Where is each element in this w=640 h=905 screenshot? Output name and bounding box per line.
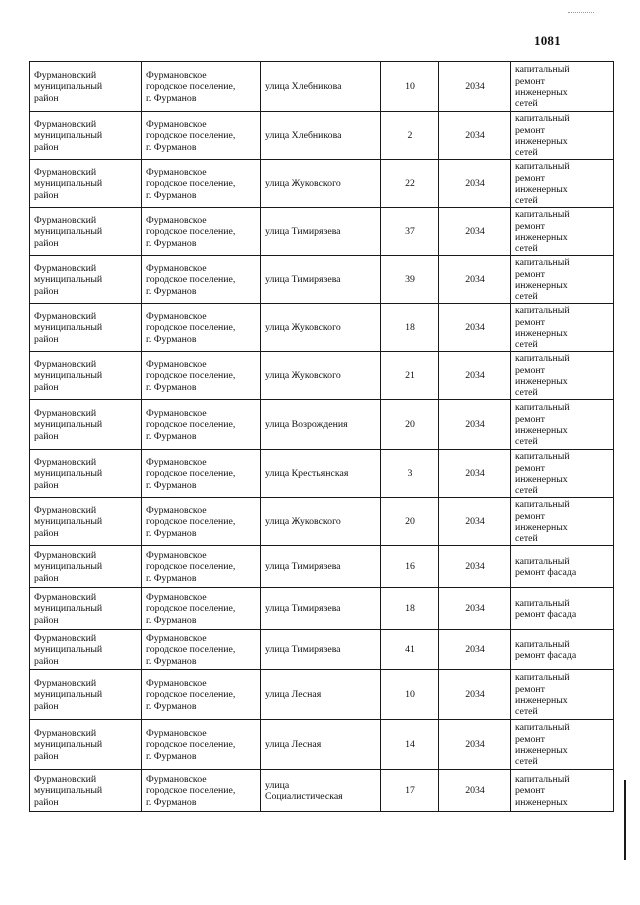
work-type-cell: капитальный ремонт инженерных сетей [511,400,614,450]
district-cell: Фурмановский муниципальный район [30,450,142,498]
district-cell: Фурмановский муниципальный район [30,112,142,160]
settlement-cell: Фурмановское городское поселение, г. Фурманов [142,546,261,588]
district-cell: Фурмановский муниципальный район [30,770,142,812]
table-row [30,630,614,670]
street-cell: улица Жуковского [261,304,381,352]
year-cell: 2034 [439,588,511,630]
street-cell: улица Тимирязева [261,588,381,630]
work-type-cell: капитальный ремонт инженерных сетей [511,670,614,720]
scan-mark [568,12,594,14]
settlement-cell: Фурмановское городское поселение, г. Фурманов [142,720,261,770]
work-type-cell: капитальный ремонт инженерных сетей [511,720,614,770]
housing-repair-table [29,61,614,812]
district-cell: Фурмановский муниципальный район [30,630,142,670]
work-type-cell: капитальный ремонт инженерных [511,770,614,812]
table-row [30,400,614,450]
work-type-cell: капитальный ремонт инженерных сетей [511,62,614,112]
work-type-cell: капитальный ремонт фасада [511,546,614,588]
district-cell: Фурмановский муниципальный район [30,256,142,304]
house-number-cell: 37 [381,208,439,256]
district-cell: Фурмановский муниципальный район [30,304,142,352]
district-cell: Фурмановский муниципальный район [30,400,142,450]
house-number-cell: 41 [381,630,439,670]
table-row [30,160,614,208]
work-type-cell: капитальный ремонт инженерных сетей [511,208,614,256]
work-type-cell: капитальный ремонт инженерных сетей [511,256,614,304]
year-cell: 2034 [439,450,511,498]
work-type-cell: капитальный ремонт инженерных сетей [511,450,614,498]
street-cell: улица Лесная [261,720,381,770]
house-number-cell: 22 [381,160,439,208]
year-cell: 2034 [439,630,511,670]
settlement-cell: Фурмановское городское поселение, г. Фурманов [142,670,261,720]
street-cell: улица Жуковского [261,160,381,208]
table-body [30,62,614,812]
table-row [30,498,614,546]
year-cell: 2034 [439,112,511,160]
settlement-cell: Фурмановское городское поселение, г. Фурманов [142,450,261,498]
year-cell: 2034 [439,770,511,812]
street-cell: улица Тимирязева [261,630,381,670]
street-cell: улица Тимирязева [261,208,381,256]
table-row [30,720,614,770]
district-cell: Фурмановский муниципальный район [30,670,142,720]
year-cell: 2034 [439,498,511,546]
street-cell: улица Жуковского [261,498,381,546]
house-number-cell: 20 [381,400,439,450]
settlement-cell: Фурмановское городское поселение, г. Фурманов [142,112,261,160]
district-cell: Фурмановский муниципальный район [30,546,142,588]
year-cell: 2034 [439,400,511,450]
year-cell: 2034 [439,256,511,304]
table-row [30,450,614,498]
house-number-cell: 18 [381,304,439,352]
house-number-cell: 2 [381,112,439,160]
scan-edge-line [624,780,626,860]
year-cell: 2034 [439,62,511,112]
house-number-cell: 17 [381,770,439,812]
year-cell: 2034 [439,670,511,720]
settlement-cell: Фурмановское городское поселение, г. Фурманов [142,770,261,812]
settlement-cell: Фурмановское городское поселение, г. Фурманов [142,304,261,352]
district-cell: Фурмановский муниципальный район [30,62,142,112]
table-row [30,546,614,588]
house-number-cell: 10 [381,62,439,112]
street-cell: улица Лесная [261,670,381,720]
work-type-cell: капитальный ремонт фасада [511,588,614,630]
settlement-cell: Фурмановское городское поселение, г. Фурманов [142,256,261,304]
work-type-cell: капитальный ремонт инженерных сетей [511,352,614,400]
work-type-cell: капитальный ремонт инженерных сетей [511,304,614,352]
street-cell: улица Крестьянская [261,450,381,498]
table-row [30,208,614,256]
settlement-cell: Фурмановское городское поселение, г. Фурманов [142,588,261,630]
house-number-cell: 21 [381,352,439,400]
district-cell: Фурмановский муниципальный район [30,588,142,630]
district-cell: Фурмановский муниципальный район [30,352,142,400]
table-row [30,588,614,630]
year-cell: 2034 [439,720,511,770]
house-number-cell: 14 [381,720,439,770]
house-number-cell: 3 [381,450,439,498]
district-cell: Фурмановский муниципальный район [30,720,142,770]
district-cell: Фурмановский муниципальный район [30,498,142,546]
year-cell: 2034 [439,208,511,256]
street-cell: улица Хлебникова [261,112,381,160]
work-type-cell: капитальный ремонт инженерных сетей [511,160,614,208]
table-row [30,112,614,160]
house-number-cell: 39 [381,256,439,304]
table-row [30,352,614,400]
table-row [30,770,614,812]
year-cell: 2034 [439,352,511,400]
page-number: 1081 [534,33,561,48]
house-number-cell: 16 [381,546,439,588]
settlement-cell: Фурмановское городское поселение, г. Фурманов [142,160,261,208]
settlement-cell: Фурмановское городское поселение, г. Фурманов [142,498,261,546]
table-row [30,256,614,304]
work-type-cell: капитальный ремонт инженерных сетей [511,498,614,546]
year-cell: 2034 [439,160,511,208]
table-row [30,670,614,720]
street-cell: улица Социалистическая [261,770,381,812]
table-row [30,62,614,112]
settlement-cell: Фурмановское городское поселение, г. Фурманов [142,208,261,256]
work-type-cell: капитальный ремонт фасада [511,630,614,670]
street-cell: улица Жуковского [261,352,381,400]
year-cell: 2034 [439,304,511,352]
settlement-cell: Фурмановское городское поселение, г. Фурманов [142,630,261,670]
house-number-cell: 10 [381,670,439,720]
work-type-cell: капитальный ремонт инженерных сетей [511,112,614,160]
settlement-cell: Фурмановское городское поселение, г. Фурманов [142,400,261,450]
settlement-cell: Фурмановское городское поселение, г. Фурманов [142,352,261,400]
district-cell: Фурмановский муниципальный район [30,160,142,208]
settlement-cell: Фурмановское городское поселение, г. Фурманов [142,62,261,112]
street-cell: улица Тимирязева [261,256,381,304]
street-cell: улица Хлебникова [261,62,381,112]
street-cell: улица Тимирязева [261,546,381,588]
house-number-cell: 20 [381,498,439,546]
district-cell: Фурмановский муниципальный район [30,208,142,256]
house-number-cell: 18 [381,588,439,630]
year-cell: 2034 [439,546,511,588]
street-cell: улица Возрождения [261,400,381,450]
table-row [30,304,614,352]
